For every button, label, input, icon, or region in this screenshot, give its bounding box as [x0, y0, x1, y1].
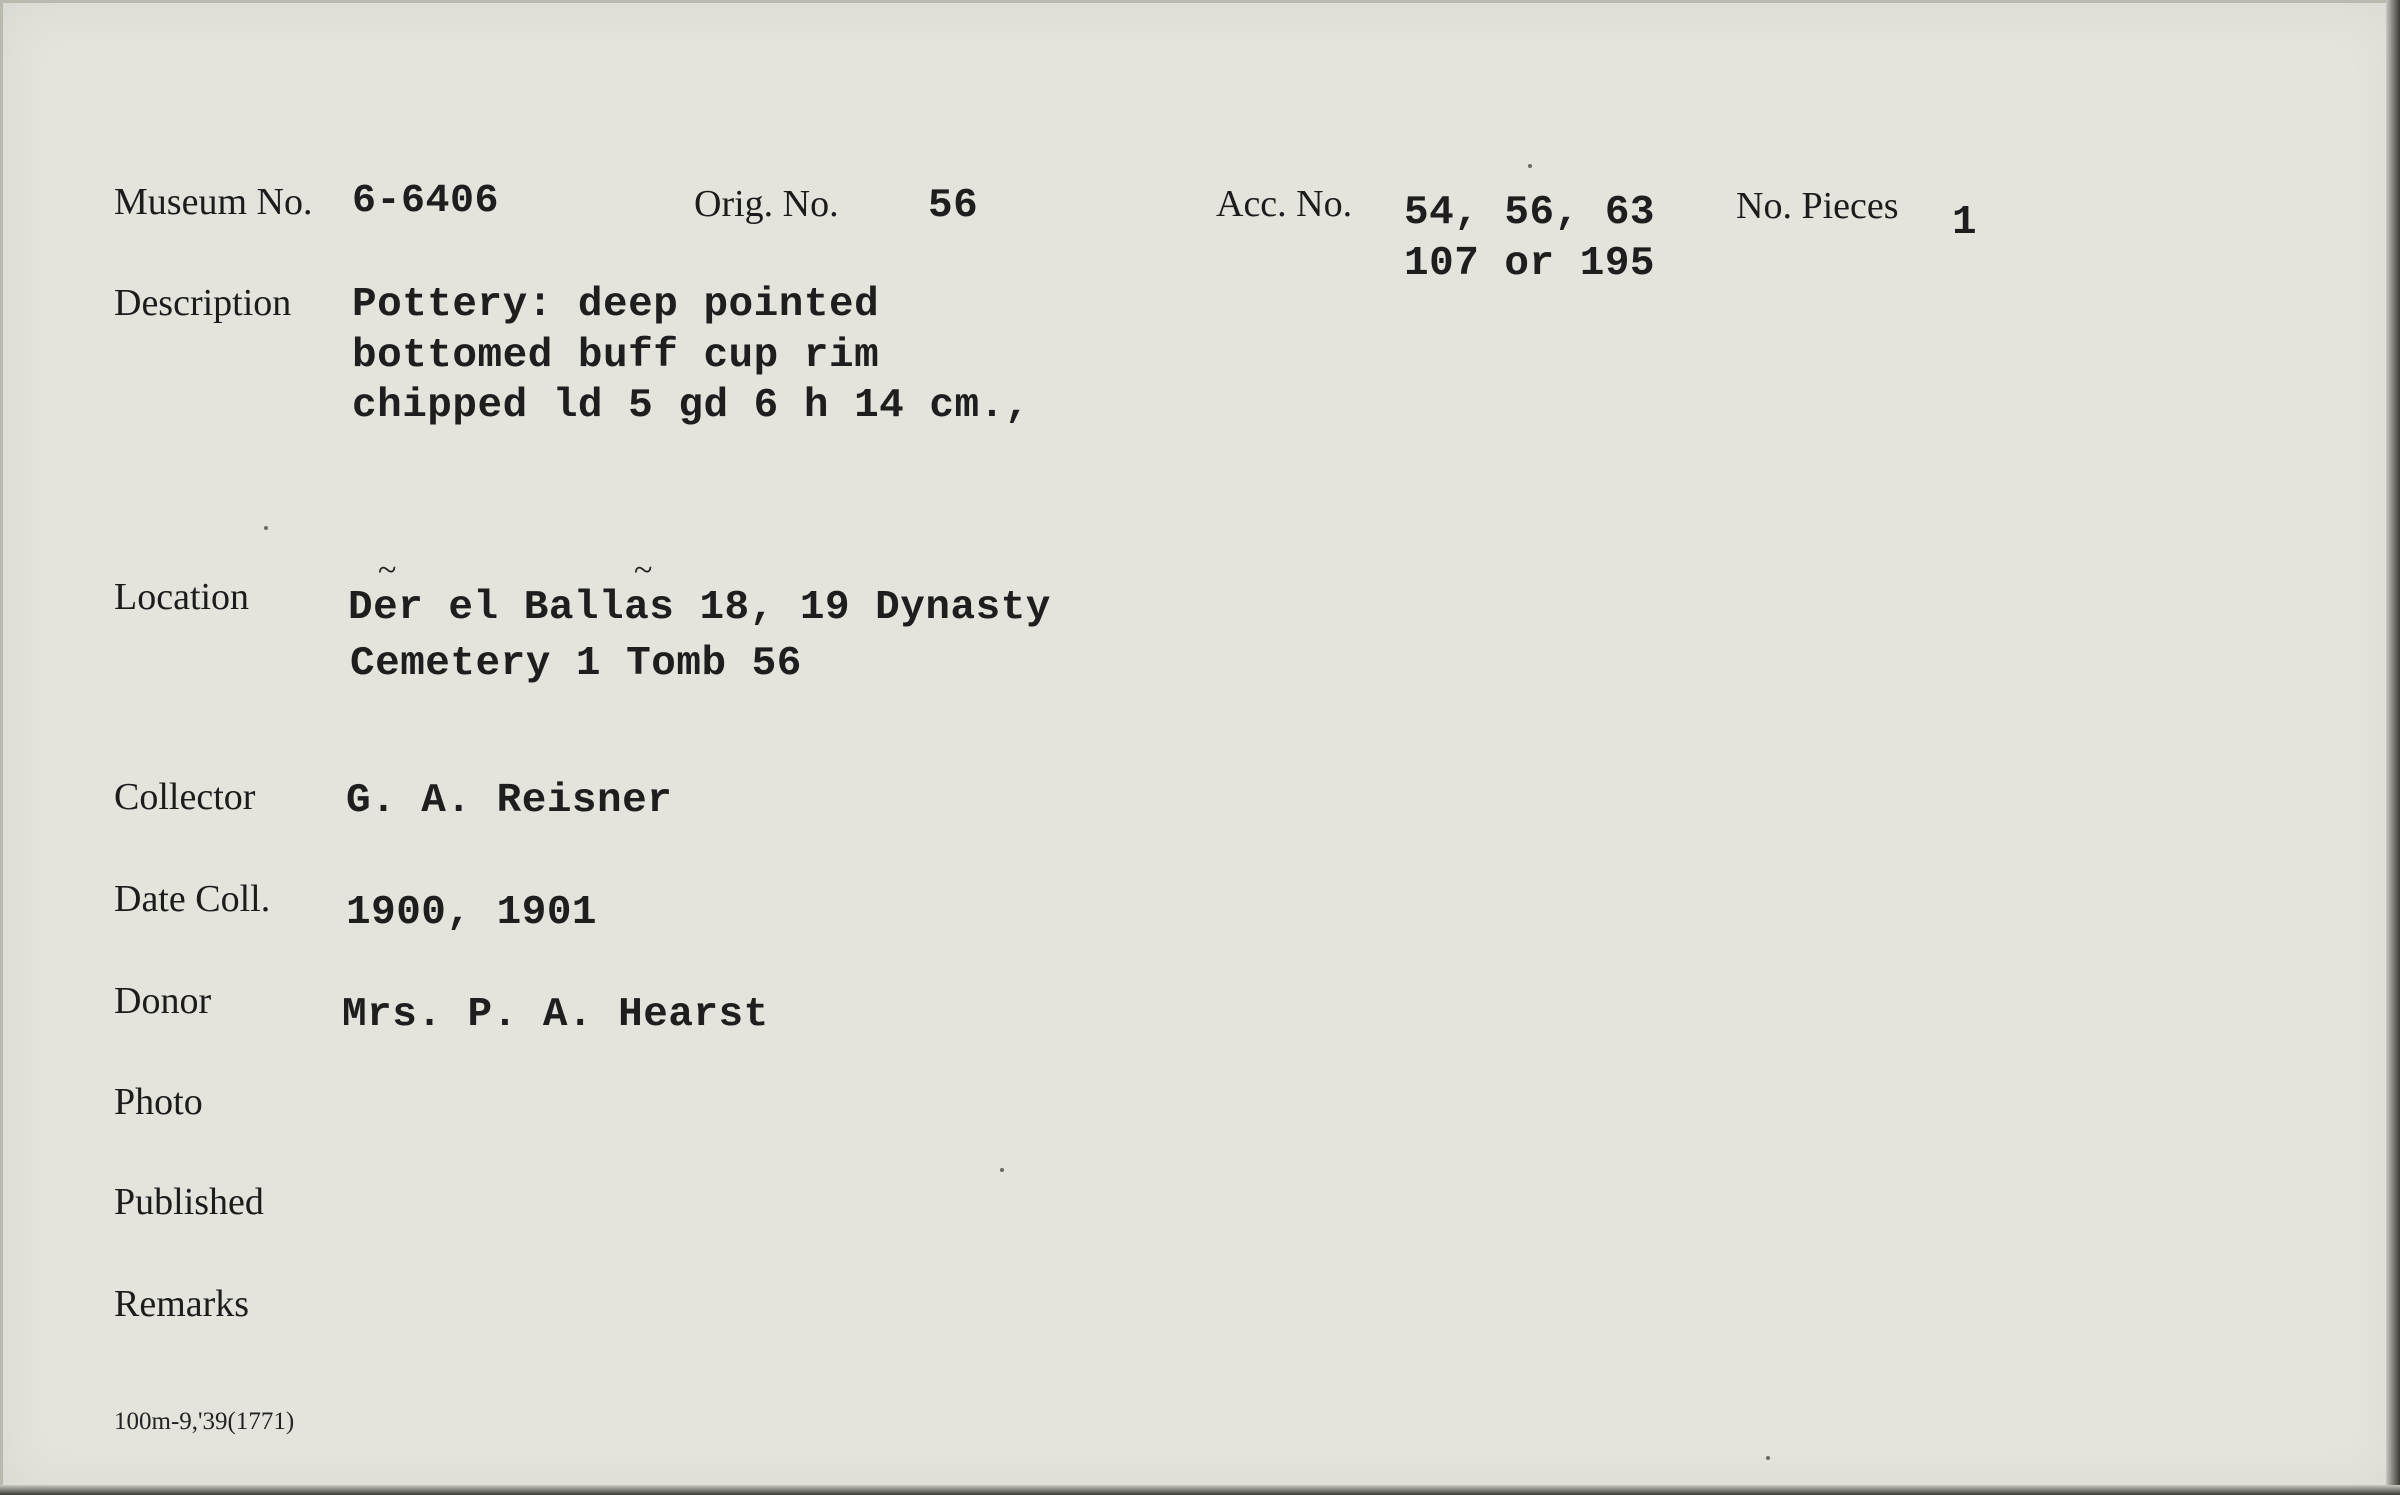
paper-speck	[1000, 1168, 1004, 1172]
card-edge-right	[2386, 0, 2400, 1495]
print-code: 100m-9,'39(1771)	[114, 1408, 295, 1435]
location-line-1: Der el Ballas 18, 19 Dynasty	[348, 585, 1051, 631]
collector-label: Collector	[114, 776, 256, 818]
photo-label: Photo	[114, 1081, 203, 1123]
acc-no-label: Acc. No.	[1216, 183, 1353, 225]
location-label: Location	[114, 576, 250, 618]
diacritic-mark-ballas: ~	[634, 552, 653, 589]
acc-no-value-line2: 107 or 195	[1404, 241, 1656, 287]
donor-value: Mrs. P. A. Hearst	[342, 992, 769, 1038]
paper-speck	[264, 526, 268, 530]
collector-value: G. A. Reisner	[346, 778, 673, 824]
museum-no-value: 6-6406	[352, 179, 500, 224]
no-pieces-value: 1	[1952, 200, 1978, 246]
donor-label: Donor	[114, 980, 212, 1022]
description-line-2: bottomed buff cup rim	[352, 333, 880, 379]
description-line-1: Pottery: deep pointed	[352, 282, 880, 328]
description-line-3: chipped ld 5 gd 6 h 14 cm.,	[352, 383, 1030, 429]
location-line-2: Cemetery 1 Tomb 56	[350, 641, 802, 687]
description-label: Description	[114, 282, 292, 324]
published-label: Published	[114, 1181, 264, 1223]
remarks-label: Remarks	[114, 1283, 250, 1325]
orig-no-value: 56	[928, 183, 979, 229]
no-pieces-label: No. Pieces	[1736, 185, 1899, 227]
museum-no-label: Museum No.	[114, 181, 313, 223]
paper-speck	[1766, 1456, 1770, 1460]
paper-speck	[1528, 164, 1532, 168]
date-coll-label: Date Coll.	[114, 878, 271, 920]
orig-no-label: Orig. No.	[694, 183, 839, 225]
diacritic-mark-der: ~	[378, 552, 397, 589]
card-edge-bottom	[0, 1485, 2400, 1495]
acc-no-value-line1: 54, 56, 63	[1404, 190, 1656, 236]
date-coll-value: 1900, 1901	[346, 890, 598, 936]
